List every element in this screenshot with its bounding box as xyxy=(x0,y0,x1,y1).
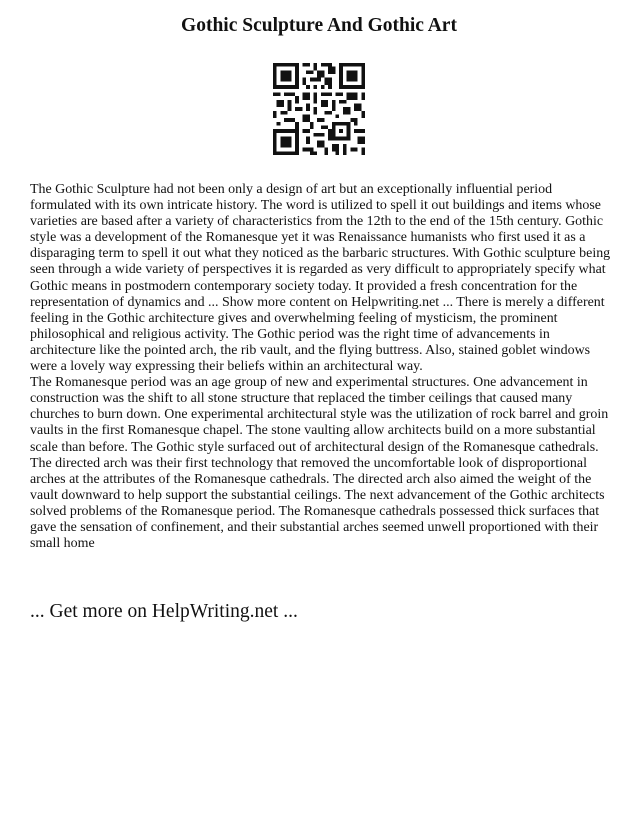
paragraph: The directed arch was their first technology that removed the uncomfortable look of disproportional arches at the attributes of the Romanesque cathedrals. The directed arch also aimed the weight of the vault downward to help support the substantial ceilings. The next advancement of the Gothic architects solved problems of the Romanesque period. The Romanesque cathedrals possessed thick surfaces that gave the sensation of confinement, and their substantial arches seemed unwell proportioned with their small home xyxy=(30,455,605,552)
paragraph: The Gothic Sculpture had not been only a design of art but an exceptionally influential period formulated with its own intricate history. The word is utilized to spell it out buildings and items whose varieties are based after a variety of characteristics from the 12th to the end of the 15th century. Gothic style was a development of the Romanesque yet it was Renaissance humanists who first used it as a disparaging term to spell it out what they noticed as the barbaric structures. With Gothic sculpture being seen through a wide variety of perspectives it is regarded as very difficult to appropriately specify what Gothic means in postmodern contemporary society today. It provided a fresh concentration for the representation of dynamics and ... Show more content on Helpwriting.net ... There is merely a different feeling in the Gothic architecture gives and overwhelming feeling of mysticism, the prominent philosophical and religious activity. The Gothic period was the right time of advancements in architecture like the pointed arch, the rib vault, and the flying buttress. Also, stained goblet windows were a lovely way expressing their beliefs within an architectural way. xyxy=(30,182,611,375)
page-title: Gothic Sculpture And Gothic Art xyxy=(181,15,457,36)
qr-code-icon[interactable] xyxy=(273,63,365,155)
get-more-link[interactable]: ... Get more on HelpWriting.net ... xyxy=(30,601,298,622)
paragraph: The Romanesque period was an age group of new and experimental structures. One advancement in construction was the shift to all stone structure that replaced the timber ceilings that caused many churches to burn down. One experimental architectural style was the utilization of rock barrel and groin vaults in the first Romanesque chapel. The stone vaulting allow architects build on a more substantial scale than before. The Gothic style surfaced out of architectural design of the Romanesque cathedrals. xyxy=(30,375,609,455)
article-body xyxy=(30,182,614,552)
